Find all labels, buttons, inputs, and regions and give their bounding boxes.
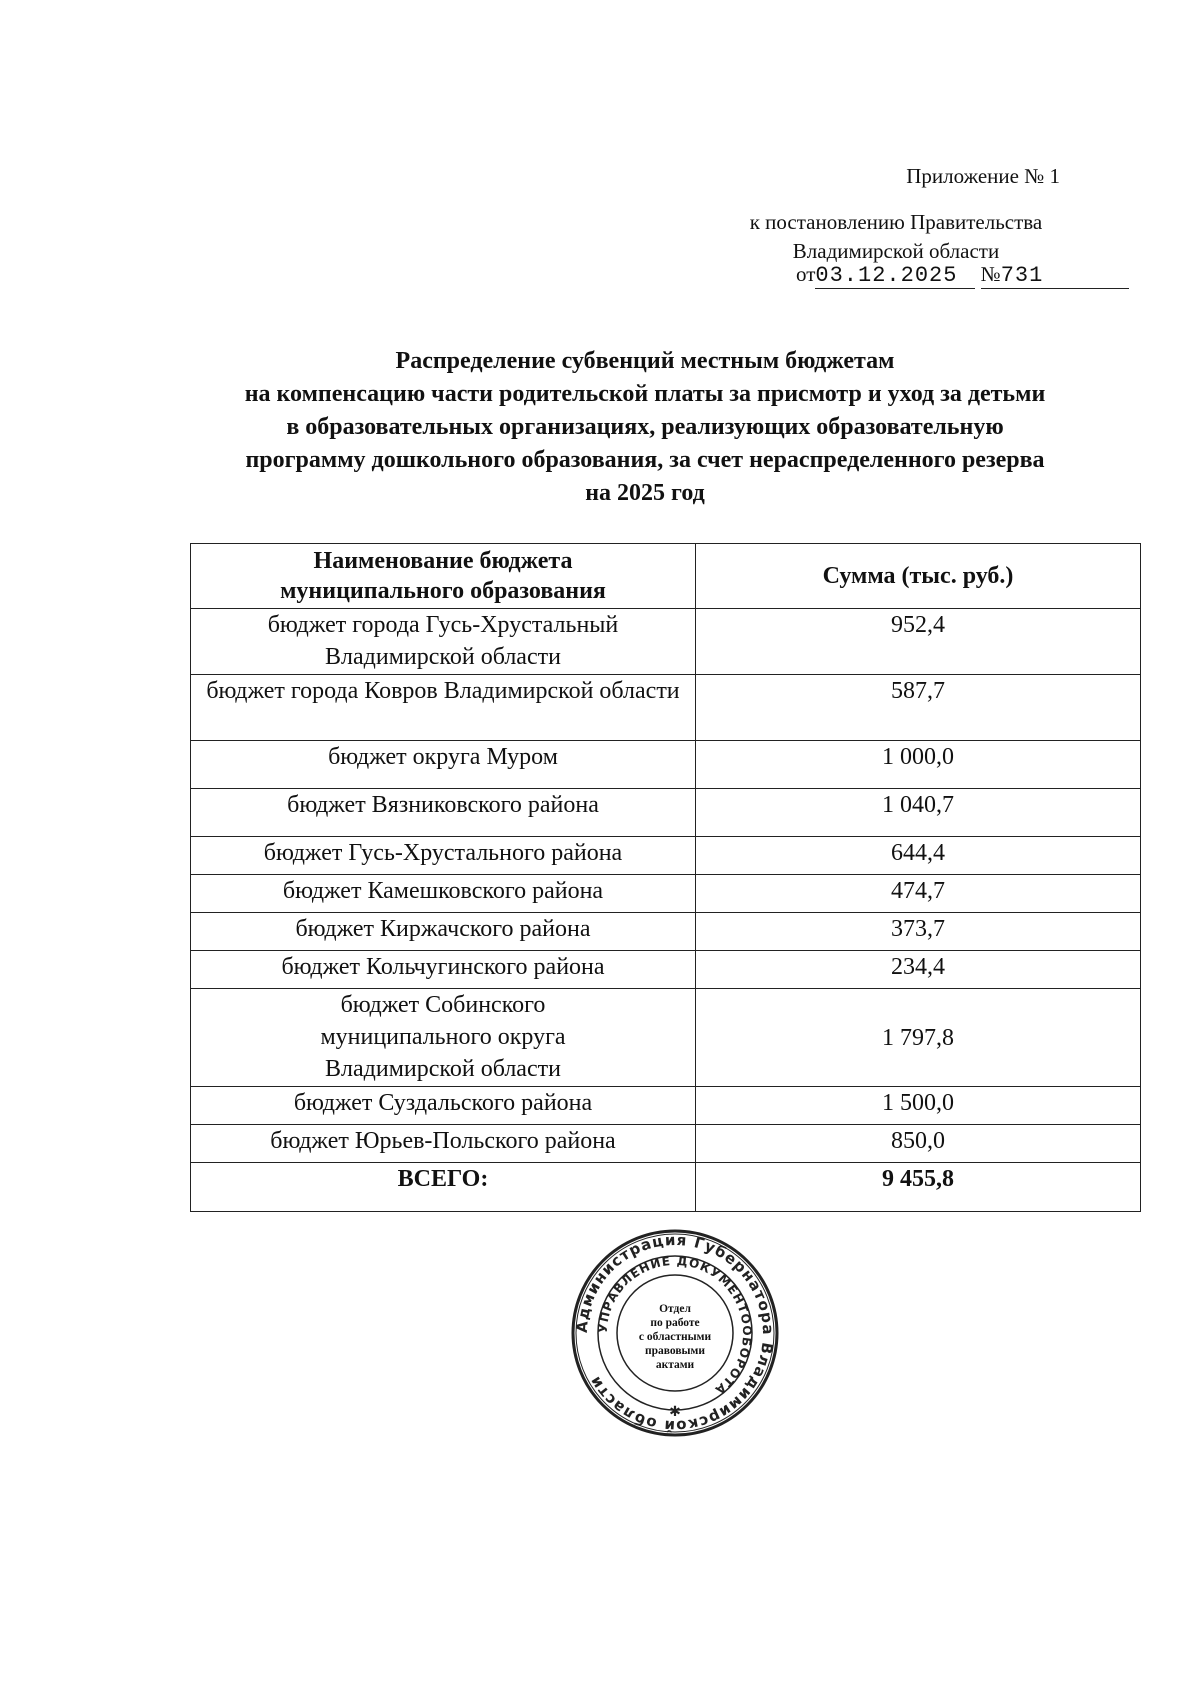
amount-cell: 474,7 — [696, 875, 1141, 913]
table-row — [191, 789, 1141, 837]
total-amount: 9 455,8 — [696, 1163, 1141, 1212]
amount-cell: 1 500,0 — [696, 1087, 1141, 1125]
table-row — [191, 609, 1141, 675]
appendix-line-resolution: к постановлению Правительства — [749, 210, 1043, 234]
budget-name-cell: бюджет Камешковского района — [191, 875, 696, 913]
resolution-date-number — [796, 260, 1126, 289]
amount-cell: 644,4 — [696, 837, 1141, 875]
resolution-date: 03.12.2025 — [815, 263, 958, 288]
total-row — [191, 1163, 1141, 1212]
appendix-title: Приложение № 1 — [906, 164, 1060, 188]
seal-center-line: Отдел — [659, 1303, 691, 1315]
amount-cell: 587,7 — [696, 675, 1141, 741]
subsidy-table — [190, 543, 1141, 1212]
budget-name-cell: бюджет Кольчугинского района — [191, 951, 696, 989]
appendix-line-region: Владимирской области — [792, 239, 1000, 263]
appendix-reference — [700, 208, 1092, 266]
table-row — [191, 837, 1141, 875]
table-row — [191, 675, 1141, 741]
budget-name-cell: бюджет города Ковров Владимирской области — [191, 675, 696, 741]
table-row — [191, 951, 1141, 989]
document-title — [150, 345, 1140, 510]
title-line: Распределение субвенций местным бюджетам — [395, 348, 895, 374]
table-header-row — [191, 544, 1141, 609]
seal-center-line: актами — [655, 1359, 695, 1371]
table-row — [191, 875, 1141, 913]
seal-center-line: с областными — [638, 1331, 712, 1343]
table-row — [191, 913, 1141, 951]
budget-name-cell: бюджет города Гусь-Хрустальный Владимирской области — [191, 609, 696, 675]
column-header-budget-name: Наименование бюджета муниципального образования — [191, 544, 696, 609]
amount-cell: 1 000,0 — [696, 741, 1141, 789]
title-line: на 2025 год — [585, 480, 705, 506]
title-line: в образовательных организациях, реализующих образовательную — [286, 414, 1004, 440]
amount-cell: 1 797,8 — [696, 989, 1141, 1087]
title-line: программу дошкольного образования, за счет нераспределенного резерва — [245, 447, 1045, 473]
seal-inner-text: УПРАВЛЕНИЕ ДОКУМЕНТООБОРОТА — [595, 1253, 755, 1398]
official-seal — [570, 1228, 780, 1438]
amount-cell: 373,7 — [696, 913, 1141, 951]
budget-name-cell: бюджет Юрьев-Польского района — [191, 1125, 696, 1163]
amount-cell: 952,4 — [696, 609, 1141, 675]
budget-name-cell: бюджет Собинского муниципального округа Владимирской области — [191, 989, 696, 1087]
seal-outer-text: Администрация Губернатора Владимирской области — [572, 1230, 778, 1436]
seal-star-icon: ✱ — [669, 1404, 681, 1420]
budget-name-cell: бюджет Вязниковского района — [191, 789, 696, 837]
amount-cell: 850,0 — [696, 1125, 1141, 1163]
budget-name-cell: бюджет Киржачского района — [191, 913, 696, 951]
table-row — [191, 989, 1141, 1087]
seal-center-line: по работе — [650, 1317, 700, 1329]
number-prefix: № — [980, 262, 1001, 286]
amount-cell: 234,4 — [696, 951, 1141, 989]
table-row — [191, 1125, 1141, 1163]
title-line: на компенсацию части родительской платы за присмотр и уход за детьми — [244, 381, 1046, 407]
budget-name-cell: бюджет Гусь-Хрустального района — [191, 837, 696, 875]
total-label: ВСЕГО: — [191, 1163, 696, 1212]
table-row — [191, 741, 1141, 789]
amount-cell: 1 040,7 — [696, 789, 1141, 837]
column-header-amount: Сумма (тыс. руб.) — [696, 544, 1141, 609]
table-row — [191, 1087, 1141, 1125]
resolution-number: 731 — [1000, 263, 1044, 288]
budget-name-cell: бюджет округа Муром — [191, 741, 696, 789]
budget-name-cell: бюджет Суздальского района — [191, 1087, 696, 1125]
date-prefix: от — [796, 262, 816, 286]
seal-center-line: правовыми — [644, 1345, 706, 1357]
